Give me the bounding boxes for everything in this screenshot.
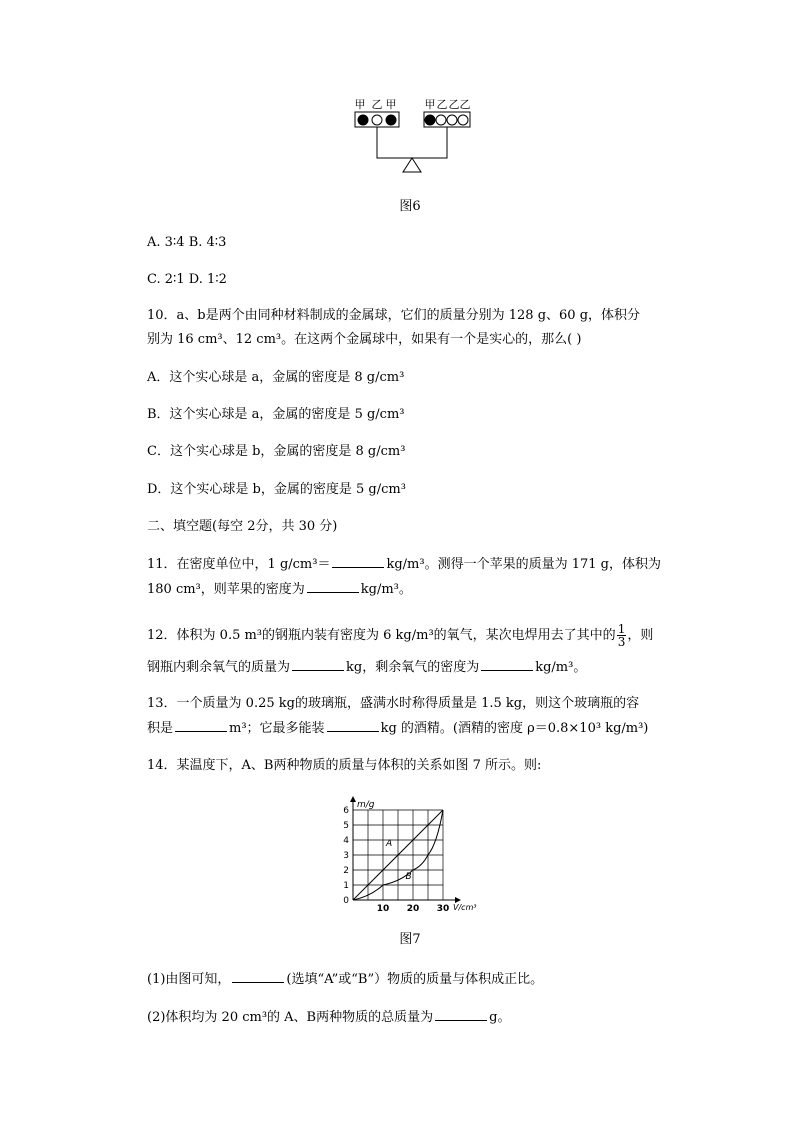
right-label: 乙 (436, 98, 448, 111)
answer-blank[interactable] (481, 658, 533, 671)
q13-text: kg 的酒精。(酒精的密度 ρ＝0.8×10³ kg/m³) (380, 721, 649, 736)
q12-line-1 (147, 621, 653, 651)
section-heading: 二、填空题(每空 2分，共 30 分) (147, 519, 338, 534)
left-label: 甲 (354, 98, 366, 111)
q11-line-1 (147, 555, 661, 574)
q9-options-1: A. 3∶4 B. 4∶3 (147, 235, 227, 250)
q13-text: 积是 (147, 721, 174, 736)
q11-text: 180 cm³，则苹果的密度为 (147, 582, 305, 597)
q13-line-1: 13．一个质量为 0.25 kg的玻璃瓶，盛满水时称得质量是 1.5 kg，则这个玻璃瓶的容 (147, 696, 640, 711)
ball-yi (372, 115, 382, 125)
balance-beam (377, 127, 447, 158)
right-label: 甲 (424, 98, 436, 111)
q12-text: kg/m³。 (535, 660, 587, 675)
fraction-numerator: 1 (617, 622, 626, 636)
answer-blank[interactable] (232, 970, 284, 983)
q14-text: (1)由图可知， (147, 972, 231, 987)
q10-stem-2: 别为 16 cm³、12 cm³。在这两个金属球中，如果有一个是实心的，那么( ) (147, 332, 582, 347)
series-a-label: A (386, 839, 393, 849)
q10-option-c: C．这个实心球是 b，金属的密度是 8 g/cm³ (147, 444, 406, 459)
q14-text: (2)体积均为 20 cm³的 A、B两种物质的总质量为 (147, 1010, 434, 1025)
q13-text: m³；它最多能装 (229, 721, 325, 736)
y-tick-label: 6 (343, 806, 349, 816)
q14-stem: 14．某温度下，A、B两种物质的质量与体积的关系如图 7 所示。则: (147, 758, 542, 773)
q14-text: (选填“A”或“B”）物质的质量与体积成正比。 (286, 972, 544, 987)
balance-fulcrum (403, 158, 421, 172)
q10-stem-1: 10．a、b是两个由同种材料制成的金属球，它们的质量分别为 128 g、60 g，体积分 (147, 308, 641, 323)
left-label: 乙 (371, 98, 383, 111)
x-axis-label: V/cm³ (453, 903, 477, 912)
q14-part-2 (147, 1008, 510, 1027)
ball-yi (436, 115, 446, 125)
right-labels (425, 98, 471, 111)
q12-text: kg，剩余氧气的密度为 (346, 660, 480, 675)
answer-blank[interactable] (307, 580, 359, 593)
q10-option-d: D．这个实心球是 b，金属的密度是 5 g/cm³ (147, 482, 406, 497)
y-axis-arrow (350, 796, 356, 802)
right-label: 乙 (459, 98, 471, 111)
chart-ticks (343, 806, 449, 914)
series-b-label: B (405, 872, 412, 882)
answer-blank[interactable] (327, 719, 379, 732)
q11-line-2 (147, 580, 412, 599)
y-tick-label: 5 (343, 821, 349, 831)
fig7-caption: 图7 (399, 932, 421, 947)
q12-text: 钢瓶内剩余氧气的质量为 (147, 660, 291, 675)
ball-yi (447, 115, 457, 125)
x-tick-label: 30 (436, 904, 450, 914)
q12-text: 12．体积为 0.5 m³的钢瓶内装有密度为 6 kg/m³的氧气，某次电焊用去了其中的 (147, 628, 616, 643)
q11-text: kg/m³。测得一个苹果的质量为 171 g，体积为 (386, 557, 661, 572)
balance-figure (350, 95, 480, 177)
answer-blank[interactable] (175, 719, 227, 732)
y-tick-label: 1 (343, 881, 349, 891)
ball-yi (458, 115, 468, 125)
answer-blank[interactable] (292, 658, 344, 671)
fig6-caption: 图6 (399, 199, 421, 214)
q12-text: ，则 (627, 628, 654, 643)
y-axis-label: m/g (357, 800, 375, 810)
mass-volume-chart (335, 790, 485, 915)
right-label: 乙 (448, 98, 460, 111)
y-tick-label: 3 (343, 851, 349, 861)
q12-line-2 (147, 658, 586, 677)
x-tick-label: 10 (376, 904, 390, 914)
y-tick-label: 2 (343, 866, 349, 876)
q11-text: kg/m³。 (360, 582, 412, 597)
q13-line-2 (147, 719, 648, 738)
q14-text: g。 (489, 1010, 511, 1025)
q14-part-1 (147, 970, 543, 989)
q10-option-a: A．这个实心球是 a，金属的密度是 8 g/cm³ (147, 370, 405, 385)
q11-text: 11．在密度单位中，1 g/cm³＝ (147, 557, 331, 572)
answer-blank[interactable] (435, 1008, 487, 1021)
left-label: 甲 (385, 98, 397, 111)
y-tick-label: 4 (343, 836, 349, 846)
x-tick-label: 20 (406, 904, 420, 914)
ball-jia (425, 115, 435, 125)
ball-jia (358, 115, 368, 125)
left-labels (355, 98, 397, 111)
answer-blank[interactable] (332, 555, 384, 568)
fraction-denominator: 3 (617, 635, 626, 649)
ball-jia (386, 115, 396, 125)
q9-options-2: C. 2∶1 D. 1∶2 (147, 272, 227, 287)
q10-option-b: B．这个实心球是 a，金属的密度是 5 g/cm³ (147, 407, 405, 422)
y-tick-label: 0 (343, 896, 349, 906)
fraction-one-third (617, 623, 627, 648)
